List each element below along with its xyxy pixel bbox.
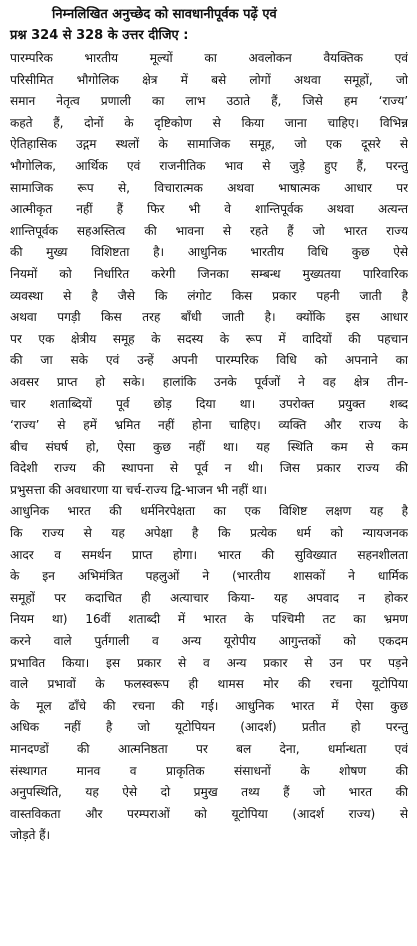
passage-line: की मुख्य विशिष्टता है। आधुनिक भारतीय विधि कुछ ऐसे: [10, 245, 408, 260]
heading-line-1: निम्नलिखित अनुच्छेद को सावधानीपूर्वक पढ़ें एवं: [52, 7, 277, 22]
passage-line: करने वाले पुर्तगाली व अन्य यूरोपीय आगुन्तकों को एकदम: [10, 634, 408, 649]
heading-line-2: प्रश्न 324 से 328 के उत्तर दीजिए :: [10, 28, 189, 43]
passage-line: ‘राज्य’ से हमें भ्रमित नहीं होना चाहिए। व्यक्ति और राज्य के: [10, 418, 408, 433]
passage-line: के इन अभिमंत्रित पहलुओं ने (भारतीय शासकों ने धार्मिक: [10, 569, 408, 584]
passage-line: विदेशी राज्य की स्थापना से पूर्व न थी। जिस प्रकार राज्य की: [10, 461, 408, 476]
passage-line: वास्तविकता और परम्पराओं को यूटोपिया (आदर्श राज्य) से: [10, 806, 408, 821]
passage-line: अवसर प्राप्त हो सके। हालांकि उनके पूर्वजों ने वह क्षेत्र तीन-: [10, 374, 408, 389]
passage-line: संस्थागत मानव व प्राकृतिक संसाधनों के शोषण की: [10, 763, 408, 778]
passage-paragraph-2: [10, 501, 408, 847]
passage-line: मानदण्डों की आत्मनिष्ठता पर बल देना, धर्मान्धता एवं: [10, 742, 408, 756]
passage-line: शान्तिपूर्वक सहअस्तित्व की भावना से रहते हैं जो भारत राज्य: [10, 223, 408, 238]
passage-line: ऐतिहासिक उद्गम स्थलों के सामाजिक समूह, जो एक दूसरे से: [10, 137, 408, 152]
passage-line: की जा सके एवं उन्हें अपनी पारम्परिक विधि को अपनाने का: [10, 353, 408, 368]
passage-line: अथवा पगड़ी किस तरह बाँधी जाती है। क्योंकि इस आधार: [10, 310, 408, 325]
passage-line: व्यवस्था से है जैसे कि लंगोट किस प्रकार पहनी जाती है: [10, 288, 408, 303]
passage-line: पर एक क्षेत्रीय समूह के सदस्य के रूप में वादियों की पहचान: [10, 331, 408, 346]
passage-line: आधुनिक भारत की धर्मनिरपेक्षता का एक विशिष्ट लक्षण यह है: [10, 504, 408, 519]
passage-line: प्रभुसत्ता की अवधारणा या चर्च-राज्य द्वि-भाजन भी नहीं था।: [10, 482, 268, 497]
passage-line: प्रभावित किया। इस प्रकार से व अन्य प्रकार से उन पर पड़ने: [10, 655, 408, 670]
passage-line: आदर व समर्थन प्राप्त होगा। भारत की सुविख्यात सहनशीलता: [10, 547, 408, 562]
passage-line: अनुपस्थिति, यह ऐसे दो प्रमुख तथ्य हैं जो भारत की: [10, 785, 408, 800]
passage-line: जोड़ते हैं।: [10, 828, 51, 843]
passage-line: पारम्परिक भारतीय मूल्यों का अवलोकन वैयक्तिक एवं: [10, 51, 408, 65]
passage-line: बीच संघर्ष हो, ऐसा कुछ नहीं था। यह स्थिति कम से कम: [10, 439, 408, 454]
passage-line: सामाजिक रूप से, विचारात्मक अथवा भाषात्मक आधार पर: [10, 180, 408, 195]
passage-line: नियम था) 16वीं शताब्दी में भारत के पश्चिमी तट का भ्रमण: [10, 612, 408, 627]
passage-line: अधिक नहीं है जो यूटोपियन (आदर्श) प्रतीत हो परन्तु: [10, 720, 408, 735]
passage-line: चार शताब्दियों पूर्व छोड़ दिया था। उपरोक्त प्रयुक्त शब्द: [10, 396, 408, 411]
instruction-heading: [10, 4, 408, 46]
reading-passage: [10, 48, 408, 847]
passage-line: कहते हैं, दोनों के दृष्टिकोण से किया जाना चाहिए। विभिन्न: [10, 115, 408, 130]
passage-line: समान नेतृत्व प्रणाली का लाभ उठाते हैं, जिसे हम ‘राज्य’: [10, 94, 408, 109]
passage-line: के मूल ढाँचे की रचना की गई। आधुनिक भारत में ऐसा कुछ: [10, 698, 408, 713]
passage-line: कि राज्य से यह अपेक्षा है कि प्रत्येक धर्म को न्यायजनक: [10, 526, 408, 541]
passage-line: वाले प्रभावों के फलस्वरूप ही थामस मोर की रचना यूटोपिया: [10, 677, 408, 692]
passage-line: भौगोलिक, आर्थिक एवं राजनीतिक भाव से जुड़े हुए हैं, परन्तु: [10, 158, 408, 173]
passage-line: परिसीमित भौगोलिक क्षेत्र में बसे लोगों अथवा समूहों, जो: [10, 72, 408, 87]
passage-paragraph-1: [10, 48, 408, 501]
passage-line: समूहों पर कदाचित ही अत्याचार किया- यह अपवाद न होकर: [10, 590, 408, 605]
passage-line: नियमों को निर्धारित करेगी जिनका सम्बन्ध मुख्यतया पारिवारिक: [10, 266, 408, 281]
passage-line: आत्मीकृत नहीं हैं फिर भी वे शान्तिपूर्वक अथवा अत्यन्त: [10, 202, 408, 217]
